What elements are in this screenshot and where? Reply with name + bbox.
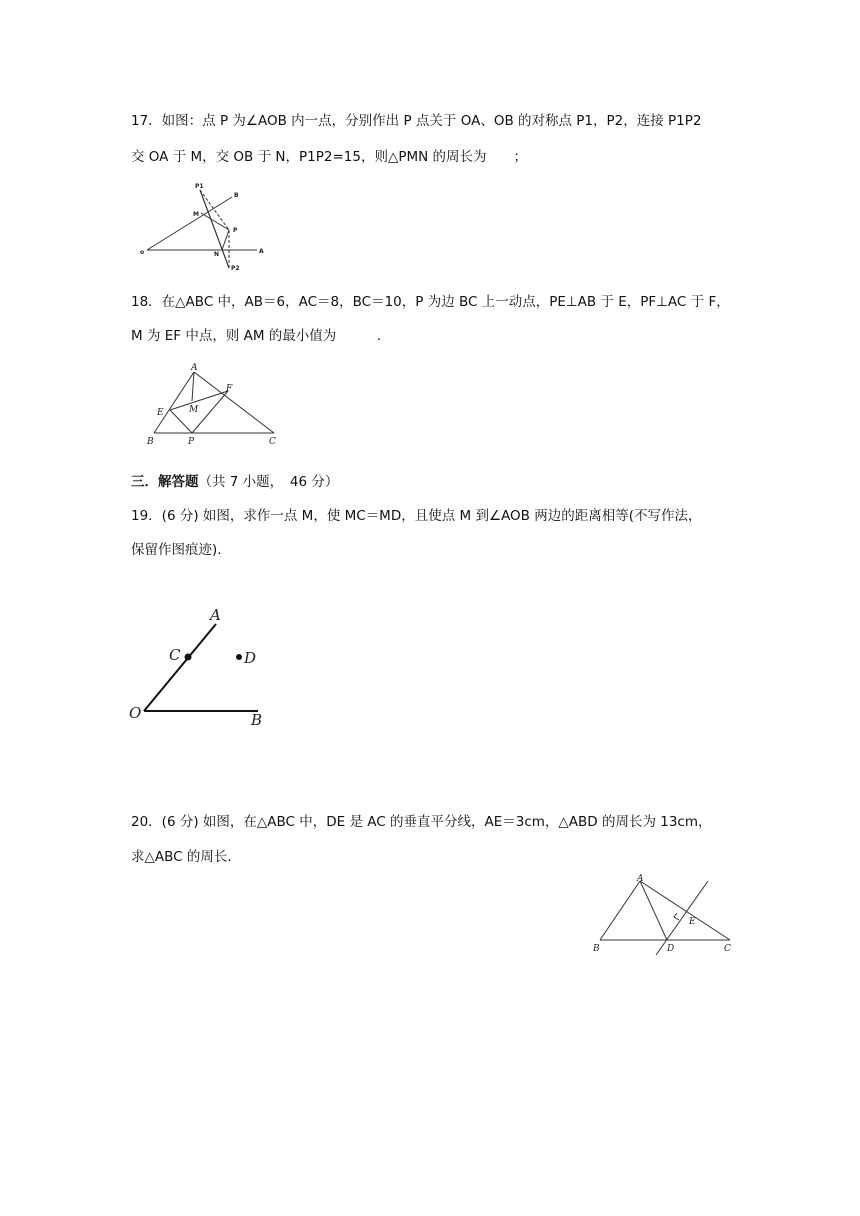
q18-label-f: F [226,384,233,394]
q19-line2: 保留作图痕迹). [131,542,222,558]
q17-label-o: o [140,249,145,256]
q17-line2: 交 OA 于 M，交 OB 于 N，P1P2=15，则△PMN 的周长为 ； [131,149,528,165]
q18-label-p: P [188,437,195,447]
q18-label-e: E [157,408,164,418]
q18-label-a: A [191,363,198,373]
q17-label-a: A [259,248,264,255]
q20-label-b: B [593,944,600,954]
q20-line1: 20．(6 分) 如图，在△ABC 中，DE 是 AC 的垂直平分线，AE＝3cm，△ABD 的周长为 13cm， [131,814,712,830]
q18-label-m: M [189,405,199,415]
q18-figure [144,360,284,448]
q17-label-b: B [234,192,239,199]
q17-label-p1: P1 [195,183,204,190]
q19-label-c: C [169,646,181,664]
q17-label-p: P [233,227,238,234]
q19-label-b: B [251,711,263,729]
section3-heading [131,472,338,492]
q17-figure [130,180,270,275]
q20-label-d: D [667,944,675,954]
q19-label-o: O [129,704,142,722]
q17-label-m: M [193,211,199,218]
q19-label-a: A [210,606,221,624]
q17-label-n: N [214,251,220,258]
q17-line1: 17．如图：点 P 为∠AOB 内一点，分别作出 P 点关于 OA、OB 的对称点 P1，P2，连接 P1P2 [131,113,702,129]
q20-label-c: C [724,944,731,954]
q18-line2: M 为 EF 中点，则 AM 的最小值为 . [131,328,382,344]
q18-label-c: C [269,437,276,447]
section3-title: 三．解答题 [131,474,199,490]
q18-label-b: B [147,437,154,447]
q17-label-p2: P2 [231,265,240,272]
q20-line2: 求△ABC 的周长. [131,849,232,865]
q20-figure [590,872,740,957]
q20-label-a: A [637,874,644,884]
q19-line1: 19．(6 分) 如图，求作一点 M，使 MC＝MD，且使点 M 到∠AOB 两边的距离相等(不写作法， [131,508,702,524]
q19-label-d: D [244,649,257,667]
q18-line1: 18．在△ABC 中，AB＝6，AC＝8，BC＝10，P 为边 BC 上一动点，PE⊥AB 于 E，PF⊥AC 于 F， [131,294,730,310]
q19-figure [128,602,268,727]
q20-label-e: E [689,917,696,927]
section3-note: （共 7 小题， 46 分） [198,474,339,490]
